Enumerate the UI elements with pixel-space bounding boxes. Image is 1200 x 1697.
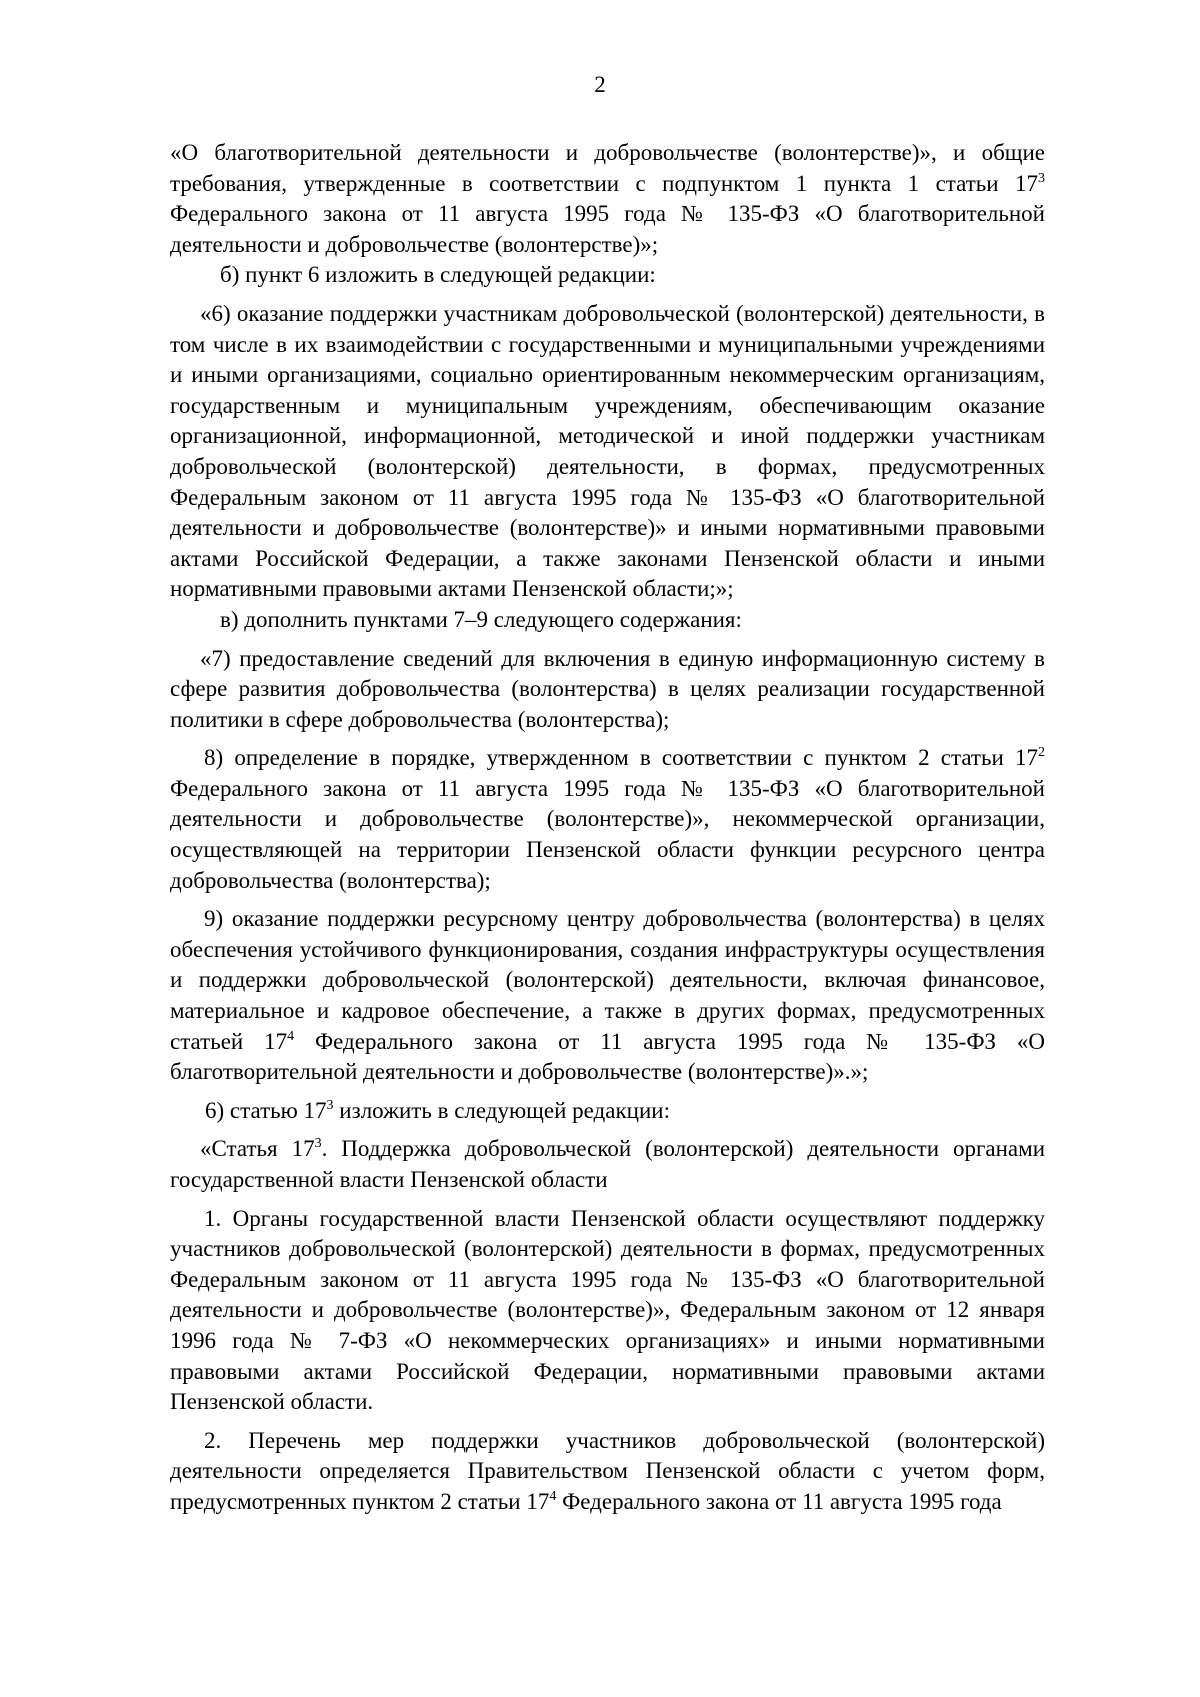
paragraph-7: 9) оказание поддержки ресурсному центру добровольчества (волонтерства) в целях обеспечения устойчивого функционирования, создания инфраструктуры осуществления и поддержки добровольческой (волонтерской) деятельности, включая финансовое, материальное и кадровое обеспечение, а также в других формах, предусмотренных статьей $17^4$ Федерального закона от 11 августа 1995 года № 135-ФЗ «О благотворительной деятельности и добровольчестве (волонтерстве)».»; xyxy=(170,906,1045,1085)
paragraph-6: 8) определение в порядке, утвержденном в соответствии с пунктом 2 статьи $17^2$ Федерального закона от 11 августа 1995 года № 135-ФЗ «О благотворительной деятельности и добровольчестве (волонтерстве)», некоммерческой организации, осуществляющей на территории Пензенской области функции ресурсного центра добровольчества (волонтерства); xyxy=(170,745,1045,893)
page-number: 2 xyxy=(594,72,606,97)
paragraph-11: 2. Перечень мер поддержки участников добровольческой (волонтерской) деятельности определяется Правительством Пензенской области с учетом форм, предусмотренных пунктом 2 статьи $17^4$ Федерального закона от 11 августа 1995 года xyxy=(170,1427,1045,1514)
document-body xyxy=(170,138,1045,1518)
paragraph-9: «Статья $17^3$. Поддержка добровольческой (волонтерской) деятельности органами государственной власти Пензенской области xyxy=(170,1136,1045,1192)
paragraph-3: «6) оказание поддержки участникам добровольческой (волонтерской) деятельности, в том числе в их взаимодействии с государственными и муниципальными учреждениями и иными организациями, социально ориентированным некоммерческим организациям, государственным и муниципальным учреждениям, обеспечивающим оказание организационной, информационной, методической и иной поддержки участникам добровольческой (волонтерской) деятельности, в формах, предусмотренных Федеральным законом от 11 августа 1995 года № 135-ФЗ «О благотворительной деятельности и добровольчестве (волонтерстве)» и иными нормативными правовыми актами Российской Федерации, а также законами Пензенской области и иными нормативными правовыми актами Пензенской области;»; xyxy=(170,300,1045,602)
paragraph-4: в) дополнить пунктами 7–9 следующего содержания: xyxy=(220,606,742,632)
paragraph-2: б) пункт 6 изложить в следующей редакции: xyxy=(220,262,656,288)
superscript: 4 xyxy=(287,1028,295,1044)
superscript: 3 xyxy=(314,1136,322,1152)
paragraph-10: 1. Органы государственной власти Пензенской области осуществляют поддержку участников добровольческой (волонтерской) деятельности в формах, предусмотренных Федеральным законом от 11 августа 1995 года № 135-ФЗ «О благотворительной деятельности и добровольчестве (волонтерстве)», Федеральным законом от 12 января 1996 года № 7-ФЗ «О некоммерческих организациях» и иными нормативными правовыми актами Российской Федерации, нормативными правовыми актами Пензенской области. xyxy=(170,1205,1045,1415)
superscript: 3 xyxy=(326,1097,334,1113)
paragraph-8: 6) статью $17^3$ изложить в следующей редакции: xyxy=(205,1097,670,1123)
superscript: 4 xyxy=(549,1488,557,1504)
superscript: 3 xyxy=(1038,170,1045,186)
paragraph-1: «О благотворительной деятельности и добровольчестве (волонтерстве)», и общие требования, утвержденные в соответствии с подпунктом 1 пункта 1 статьи $17^3$ Федерального закона от 11 августа 1995 года № 135-ФЗ «О благотворительной деятельности и добровольчестве (волонтерстве)»; xyxy=(170,140,1045,257)
paragraph-5: «7) предоставление сведений для включения в единую информационную систему в сфере развития добровольчества (волонтерства) в целях реализации государственной политики в сфере добровольчества (волонтерства); xyxy=(170,645,1045,732)
superscript: 2 xyxy=(1038,745,1045,761)
